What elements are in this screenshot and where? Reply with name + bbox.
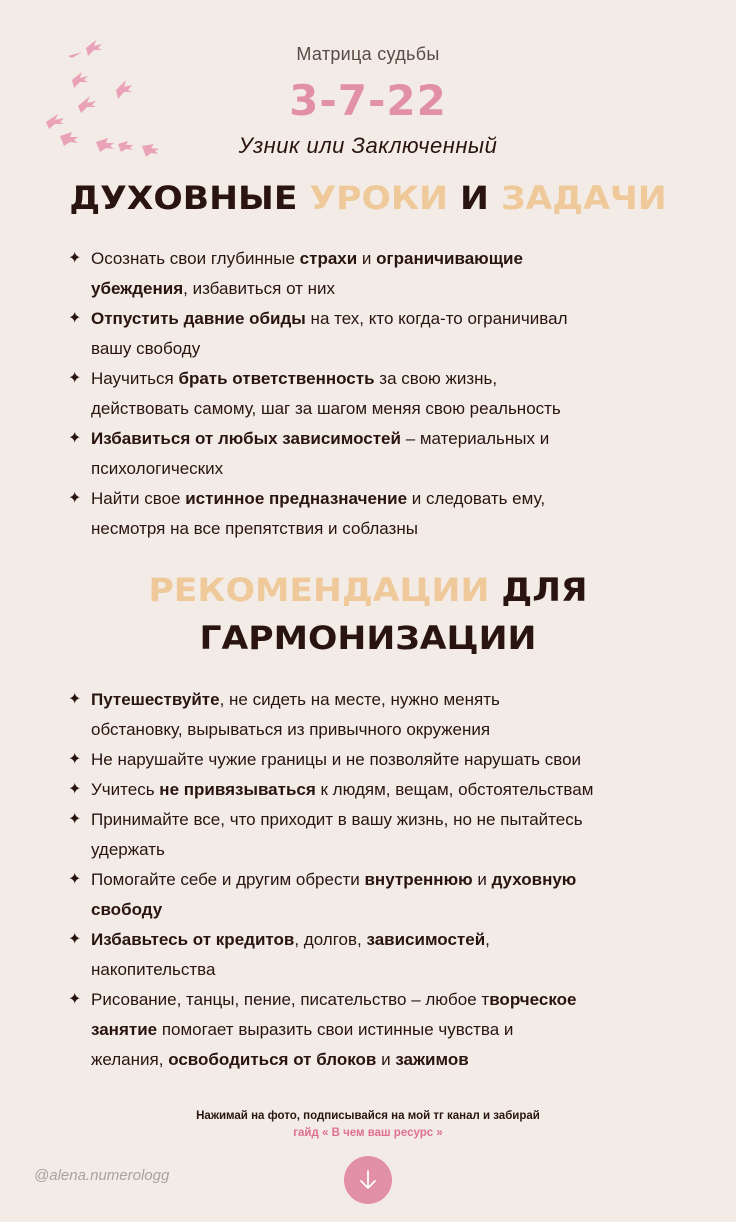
item-text-bold: внутреннюю: [364, 870, 473, 889]
star-bullet-icon: ✦: [68, 310, 82, 327]
item-text-bold: истинное предназначение: [185, 489, 408, 508]
item-text: Помогайте себе и другим обрести: [91, 870, 365, 889]
item-text: Научиться: [91, 369, 179, 388]
list-item: [68, 364, 698, 424]
list-item: [68, 304, 698, 364]
section1-heading: [0, 176, 736, 220]
cta-text: Нажимай на фото, подписывайся на мой тг канал и забирай: [196, 1110, 540, 1122]
item-text: желания,: [91, 1050, 169, 1069]
section2-heading-word-2: ДЛЯ: [501, 571, 588, 609]
arrow-down-icon: [356, 1168, 380, 1192]
item-text: помогает выразить свои истинные чувства и: [157, 1020, 514, 1039]
item-text-bold: страхи: [299, 249, 358, 268]
item-text-bold: занятие: [91, 1020, 158, 1039]
star-bullet-icon: ✦: [68, 811, 82, 828]
list-item: [68, 745, 698, 775]
destiny-code: 3-7-22: [289, 76, 447, 125]
star-bullet-icon: ✦: [68, 430, 82, 447]
section2-heading-word-3: ГАРМОНИЗАЦИИ: [199, 619, 537, 657]
item-text: Рисование, танцы, пение, писательство – любое т: [91, 990, 490, 1009]
item-text-bold: духовную: [491, 870, 577, 889]
item-text: накопительства: [91, 960, 216, 979]
item-text: действовать самому, шаг за шагом меняя свою реальность: [91, 399, 561, 418]
item-text: на тех, кто когда-то ограничивал: [305, 309, 568, 328]
item-text-bold: освободиться от блоков: [168, 1050, 377, 1069]
item-text-bold: ограничивающие: [376, 249, 523, 268]
item-text: вашу свободу: [91, 339, 201, 358]
spiritual-lessons-list: [68, 244, 698, 544]
section2-heading-line1: [0, 568, 736, 612]
item-text: ,: [485, 930, 490, 949]
item-text-bold: зависимостей: [366, 930, 486, 949]
star-bullet-icon: ✦: [68, 250, 82, 267]
item-text-bold: Избавиться от любых зависимостей: [91, 429, 401, 448]
item-text: , долгов,: [294, 930, 367, 949]
item-text-bold: Путешествуйте: [91, 690, 220, 709]
item-text: Учитесь: [91, 780, 160, 799]
section1-heading-word-1: ДУХОВНЫЕ: [69, 179, 298, 217]
star-bullet-icon: ✦: [68, 370, 82, 387]
item-text: психологических: [91, 459, 224, 478]
item-text-bold: зажимов: [395, 1050, 469, 1069]
item-text-bold: свободу: [91, 900, 163, 919]
item-text: Найти свое: [91, 489, 186, 508]
list-item: [68, 775, 698, 805]
item-text: обстановку, вырываться из привычного окружения: [91, 720, 491, 739]
item-text-bold: не привязываться: [159, 780, 316, 799]
item-text: к людям, вещам, обстоятельствам: [315, 780, 594, 799]
star-bullet-icon: ✦: [68, 781, 82, 798]
list-item: [68, 865, 698, 925]
star-bullet-icon: ✦: [68, 871, 82, 888]
archetype-title: Узник или Заключенный: [238, 133, 498, 158]
item-text: за свою жизнь,: [374, 369, 498, 388]
item-text: несмотря на все препятствия и соблазны: [91, 519, 418, 538]
star-bullet-icon: ✦: [68, 751, 82, 768]
guide-link[interactable]: гайд « В чем ваш ресурс »: [293, 1127, 443, 1139]
item-text-bold: Отпустить давние обиды: [91, 309, 306, 328]
harmonization-list: [68, 685, 698, 1075]
item-text: и: [376, 1050, 396, 1069]
star-bullet-icon: ✦: [68, 691, 82, 708]
item-text-bold: Избавьтесь от кредитов: [91, 930, 295, 949]
list-item: [68, 484, 698, 544]
item-text: – материальных и: [400, 429, 550, 448]
star-bullet-icon: ✦: [68, 931, 82, 948]
list-item: [68, 985, 698, 1075]
section1-heading-word-4: ЗАДАЧИ: [500, 179, 667, 217]
item-text-bold: брать ответственность: [178, 369, 375, 388]
item-text: и следовать ему,: [407, 489, 546, 508]
list-item: [68, 925, 698, 985]
section2-heading-line2: [0, 616, 736, 660]
list-item: [68, 244, 698, 304]
section1-heading-word-2: УРОКИ: [309, 179, 449, 217]
item-text-bold: убеждения: [91, 279, 184, 298]
item-text-bold: ворческое: [489, 990, 577, 1009]
item-text: и: [357, 249, 377, 268]
list-item: [68, 685, 698, 745]
page-subtitle: Матрица судьбы: [296, 44, 440, 64]
star-bullet-icon: ✦: [68, 991, 82, 1008]
item-text: удержать: [91, 840, 165, 859]
item-text: и: [472, 870, 492, 889]
section2-heading-word-1: РЕКОМЕНДАЦИИ: [148, 571, 490, 609]
item-text: , избавиться от них: [183, 279, 336, 298]
item-text: Принимайте все, что приходит в вашу жизнь, но не пытайтесь: [91, 810, 583, 829]
section1-heading-word-3: И: [460, 179, 489, 217]
list-item: [68, 805, 698, 865]
star-bullet-icon: ✦: [68, 490, 82, 507]
author-handle: @alena.numerologg: [34, 1167, 170, 1184]
arrow-down-button[interactable]: [344, 1156, 392, 1204]
list-item: [68, 424, 698, 484]
item-text: Осознать свои глубинные: [91, 249, 300, 268]
item-text: Не нарушайте чужие границы и не позволяйте нарушать свои: [91, 750, 582, 769]
item-text: , не сидеть на месте, нужно менять: [219, 690, 500, 709]
